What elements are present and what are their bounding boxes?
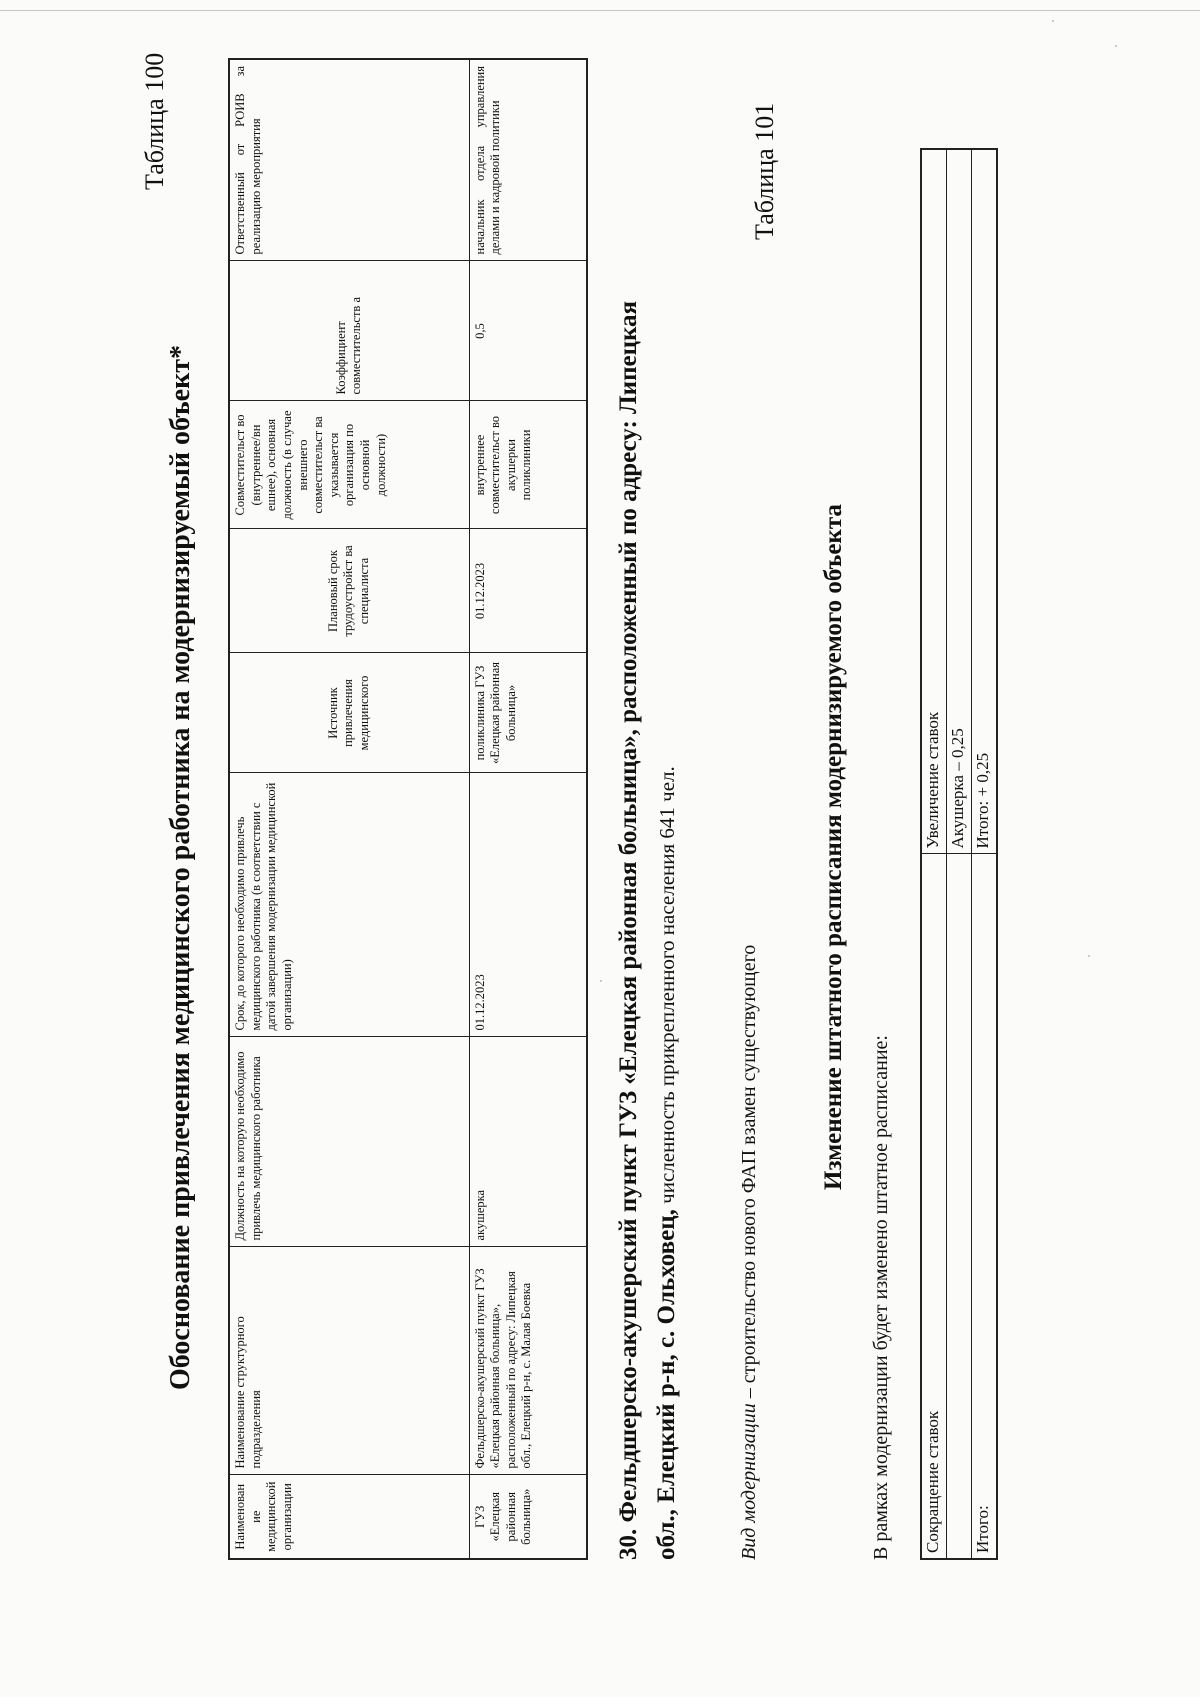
header-cell: Наименован ие медицинской организации (229, 1475, 469, 1559)
table100 (228, 58, 588, 1560)
data-cell: 01.12.2023 (469, 773, 587, 1037)
modernization-type-label: Вид модернизации (738, 1403, 760, 1560)
section30-location: обл., Елецкий р-н, с. Ольховец, (653, 1209, 680, 1560)
reduction-total: Итого: (972, 854, 998, 1559)
header-cell: Срок, до которого необходимо привлечь медицинского работника (в соответствии с датой завершения модернизации медицинской организации) (229, 773, 469, 1037)
increase-cell: Акушерка – 0,25 (947, 149, 972, 854)
scan-edge-line (0, 10, 1200, 11)
table101-total-row (972, 149, 998, 1559)
table101 (920, 148, 998, 1560)
header-cell: Ответственный от РОИВ за реализацию мероприятия (229, 59, 469, 261)
rotated-document-page (50, 40, 1150, 1640)
reduction-cell (947, 854, 972, 1559)
data-cell: начальник отдела управления делами и кадровой политики (469, 59, 587, 261)
table100-header-row (229, 59, 469, 1559)
table100-title: Обоснование привлечения медицинского работника на модернизируемый объект* (165, 345, 196, 1390)
header-cell: Коэффициент совместительств а (229, 261, 469, 401)
table101-row (947, 149, 972, 1559)
table100-label: Таблица 100 (140, 52, 169, 190)
data-cell: поликлиника ГУЗ «Елецкая районная больница» (469, 653, 587, 773)
section30-title-line1: 30. Фельдшерско-акушерский пункт ГУЗ «Елецкая районная больница», расположенный по адресу: Липецкая (615, 300, 642, 1560)
modernization-type-text: – строительство нового ФАП взамен существующего (738, 944, 760, 1404)
scan-speck (1052, 20, 1054, 22)
data-cell: акушерка (469, 1037, 587, 1247)
reduction-header: Сокращение ставок (921, 854, 947, 1559)
table101-title: Изменение штатного расписания модернизируемого объекта (820, 504, 847, 1190)
data-cell: 01.12.2023 (469, 529, 587, 653)
increase-total: Итого: + 0,25 (972, 149, 998, 854)
header-cell: Плановый срок трудоустройст ва специалиста (229, 529, 469, 653)
modernization-type (738, 945, 761, 1560)
data-cell: 0,5 (469, 261, 587, 401)
section30-title-line2 (653, 766, 681, 1560)
header-cell: Должность на которую необходимо привлечь медицинского работника (229, 1037, 469, 1247)
table101-label: Таблица 101 (750, 102, 779, 240)
table101-intro: В рамках модернизации будет изменено штатное расписание: (870, 1035, 892, 1560)
data-cell: ГУЗ «Елецкая районная больница» (469, 1475, 587, 1559)
data-cell: внутреннее совместительст во акушерки поликлиники (469, 401, 587, 529)
table101-header-row (921, 149, 947, 1559)
data-cell: Фельдшерско-акушерский пункт ГУЗ «Елецкая районная больница», расположенный по адресу: Липецкая обл., Елецкий р-н, с. Малая Боевка (469, 1247, 587, 1475)
section30-population: численность прикрепленного населения 641 чел. (655, 766, 679, 1210)
header-cell: Наименование структурного подразделения (229, 1247, 469, 1475)
header-cell: Совместительст во (внутреннее/вн ешнее), основная должность (в случае внешнего совместительст ва указывается организация по основной должности) (229, 401, 469, 529)
table100-data-row (469, 59, 587, 1559)
increase-header: Увеличение ставок (921, 149, 947, 854)
header-cell: Источник привлечения медицинского (229, 653, 469, 773)
